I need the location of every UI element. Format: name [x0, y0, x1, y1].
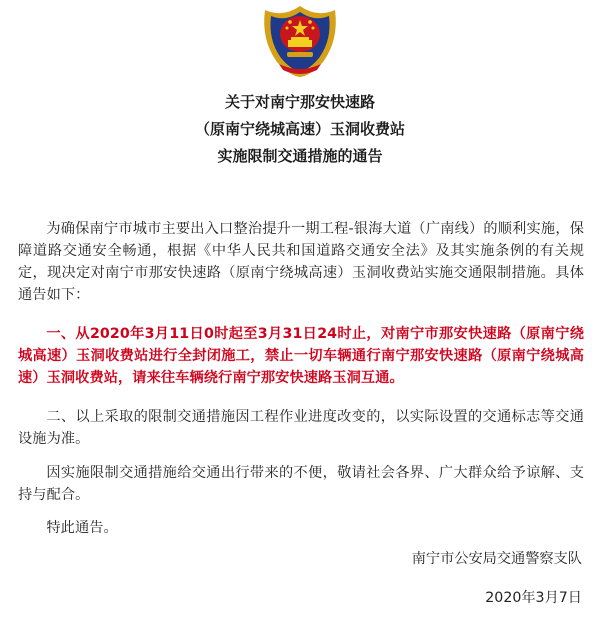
- notice-paragraph-intro: 为确保南宁市城市主要出入口整治提升一期工程-银海大道（广南线）的顺利实施，保障道路交通安全畅通，根据《中华人民共和国道路交通安全法》及其实施条例的有关规定，现决定对南宁市那安快速路（原南宁绕城高速）玉洞收费站实施交通限制措施。具体通告如下：: [18, 221, 584, 303]
- notice-paragraph-closing: 特此通告。: [46, 520, 118, 536]
- issue-date: 2020年3月7日: [485, 590, 582, 606]
- notice-paragraph-traffic-facilities: 二、以上采取的限制交通措施因工程作业进度改变的，以实际设置的交通标志等交通设施为准。: [18, 409, 584, 447]
- notice-title-line-3: 实施限制交通措施的通告: [217, 147, 383, 165]
- police-emblem-icon: [257, 0, 343, 78]
- issuer-signature: 南宁市公安局交通警察支队: [411, 551, 582, 567]
- notice-paragraph-closure: 一、从2020年3月11日0时起至3月31日24时止，对南宁市那安快速路（原南宁绕城高速）玉洞收费站进行全封闭施工，禁止一切车辆通行南宁那安快速路（原南宁绕城高速）玉洞收费站，请来往车辆绕行南宁那安快速路玉洞互通。: [18, 326, 584, 386]
- notice-paragraph-apology: 因实施限制交通措施给交通出行带来的不便，敬请社会各界、广大群众给予谅解、支持与配合。: [18, 465, 584, 503]
- notice-title-line-2: （原南宁绕城高速）玉洞收费站: [194, 120, 405, 138]
- notice-title-line-1: 关于对南宁那安快速路: [224, 93, 375, 111]
